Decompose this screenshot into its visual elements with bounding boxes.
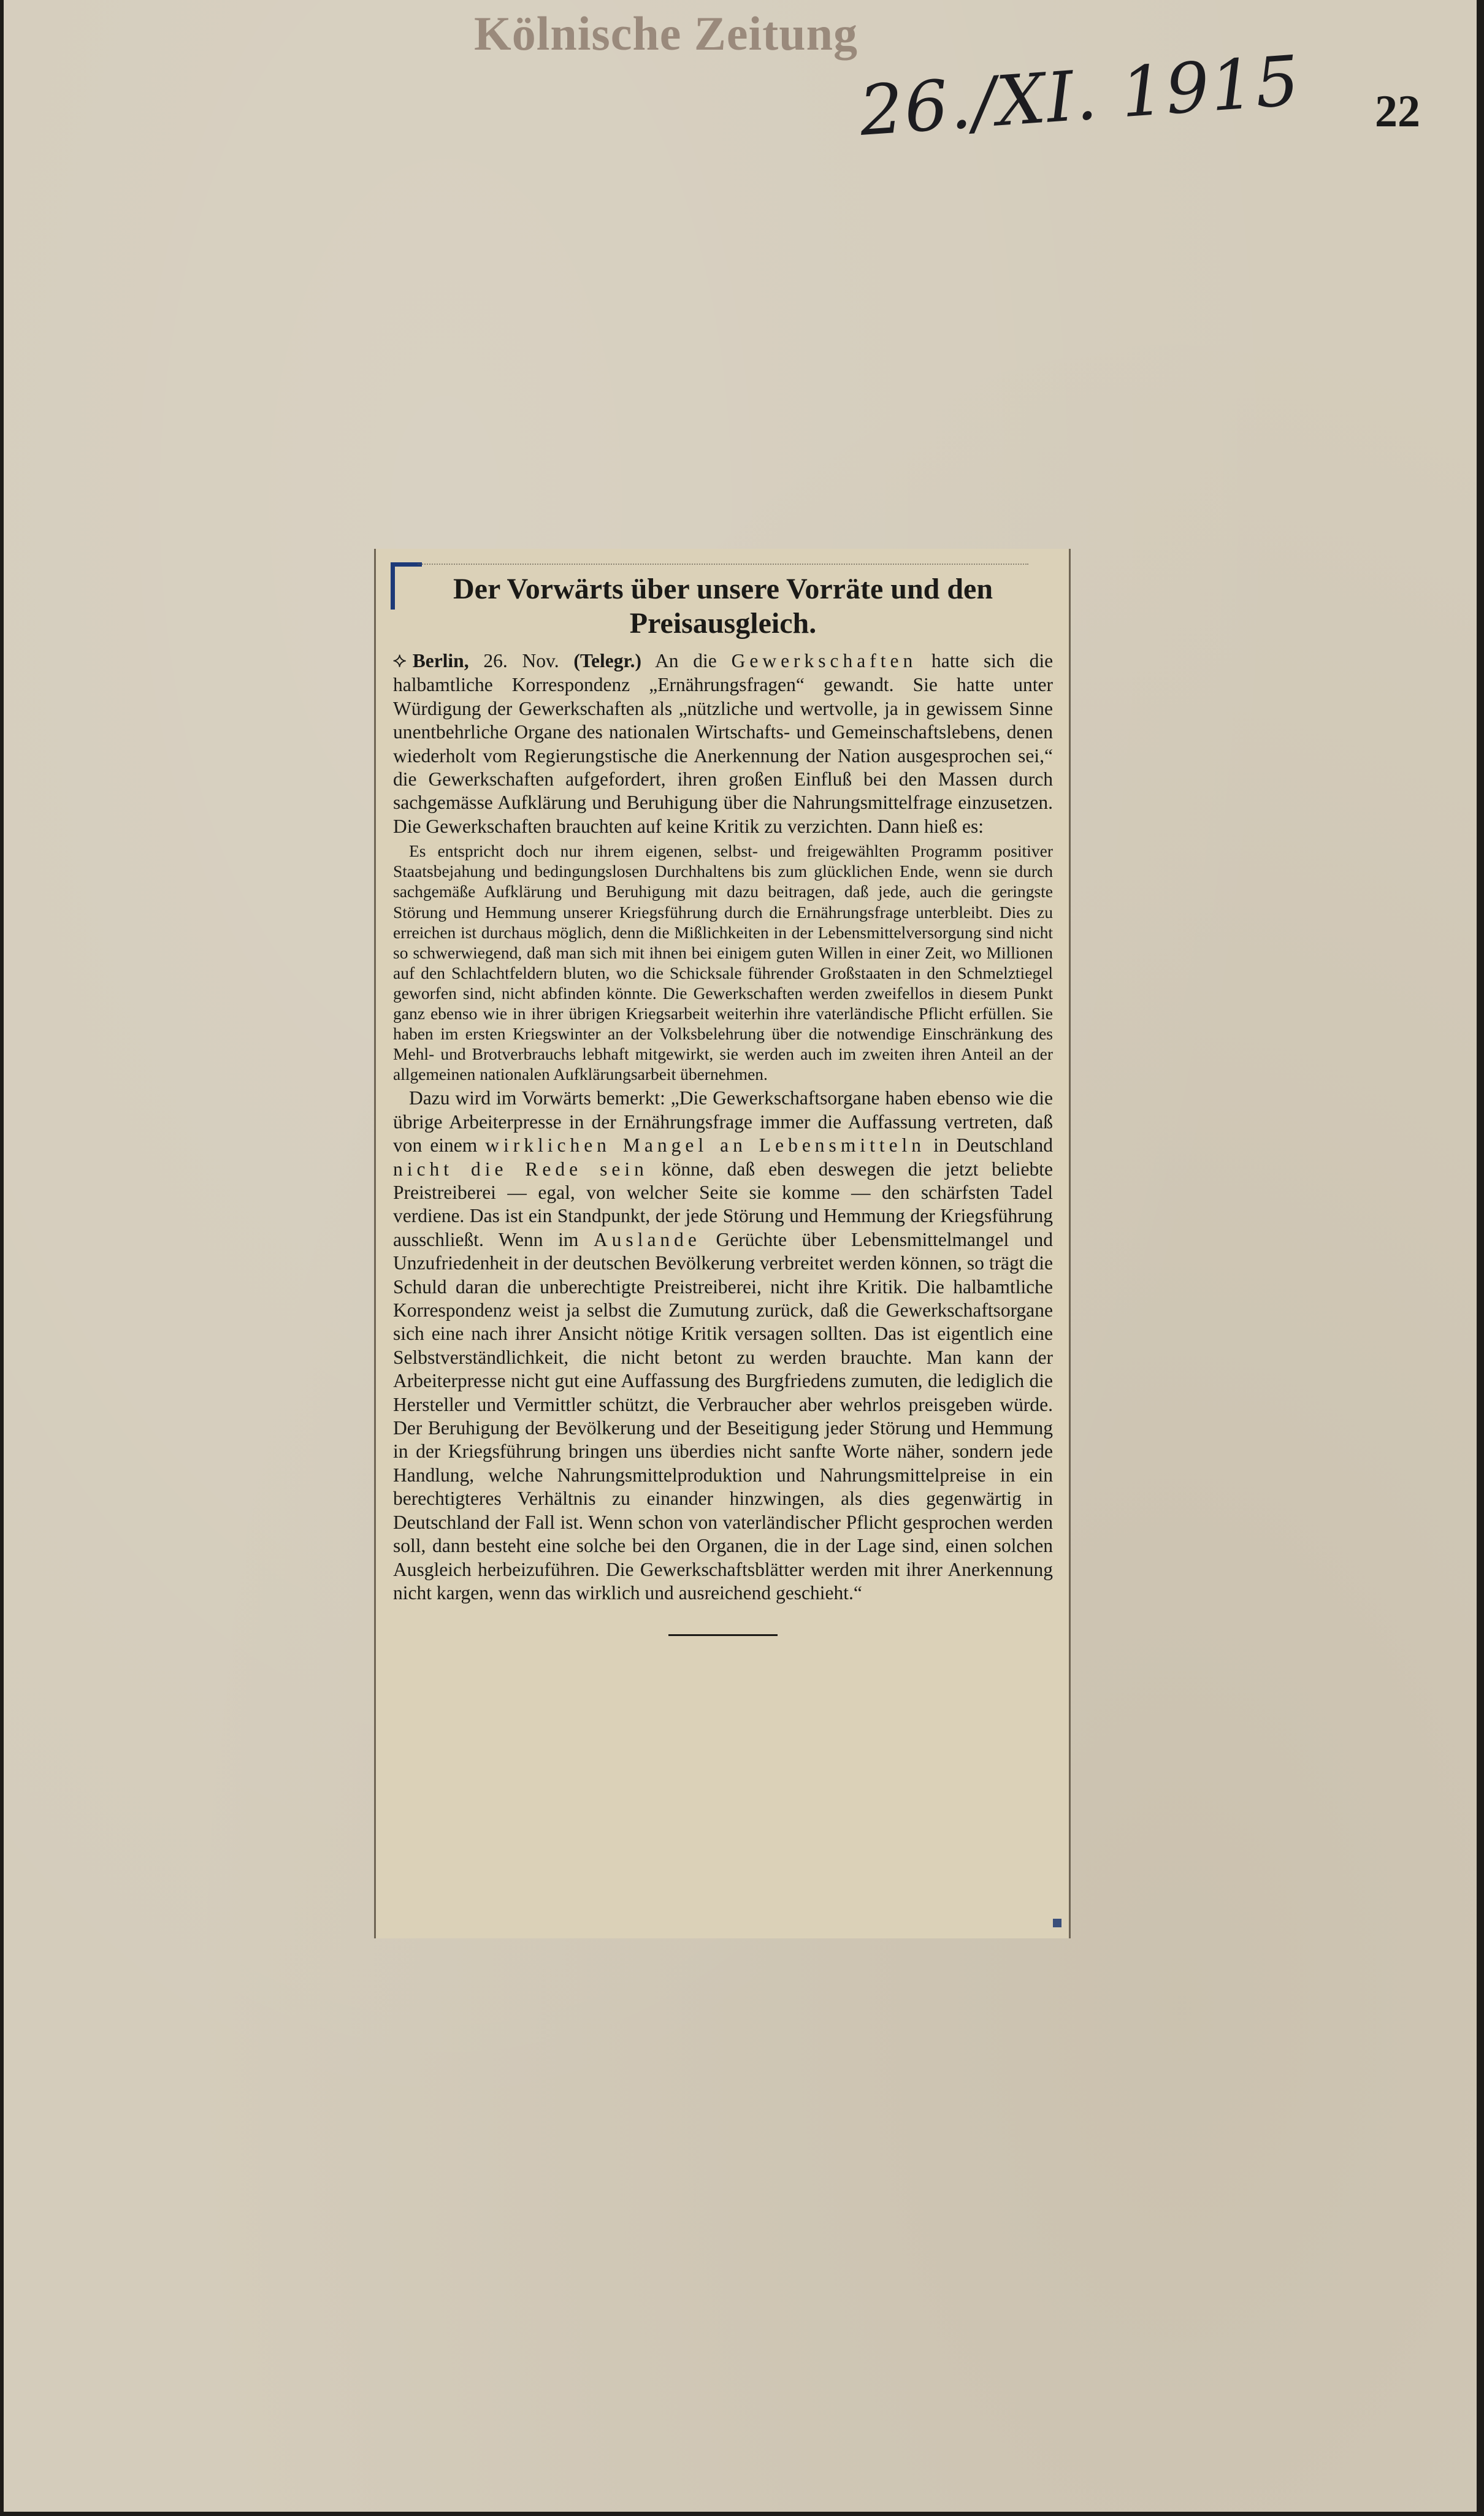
- cut-edge: [418, 557, 1028, 565]
- p2-text-c: könne, daß eben deswegen die jetzt beliebte Preistreiberei — egal, von welcher Seite sie komme — den schärfsten Tadel verdiene. Das ist ein Standpunkt, der jede Störung und Hemmung der Kriegsführung ausschließt. Wenn im: [393, 1158, 1054, 1250]
- p2-spaced-2: nicht die Rede sein: [393, 1158, 648, 1180]
- dateline-place: Berlin,: [412, 650, 469, 671]
- page-number: 22: [1375, 86, 1420, 137]
- dateline-date: 26. Nov.: [483, 650, 559, 671]
- p2-text-b: in Deutschland: [933, 1134, 1054, 1157]
- p2-text-a: Dazu wird im Vorwärts bemerkt: „Die Gewerkschaftsorgane haben ebenso wie die übrige Arbeiterpresse in der Ernährungsfrage immer die Auffassung vertreten, daß von einem: [393, 1087, 1053, 1157]
- clipping-blue-mark: [1053, 1919, 1061, 1927]
- article-body: [393, 557, 1053, 1636]
- p2-text-d: Gerüchte über Lebensmittelmangel und Unzufriedenheit in der deutschen Bevölkerung verbreitet werden können, so trägt die Schuld daran die unberechtigte Preistreiberei, nicht ihre Kritik. Die halbamtliche Korrespondenz weist ja selbst die Zumutung zurück, daß die Gewerkschaftsorgane sich eine nach ihrer Ansicht nötige Kritik versagen sollten. Das ist eigentlich eine Selbstverständlichkeit, die nicht betont zu werden brauchte. Man kann der Arbeiterpresse nicht gut eine Auffassung des Burgfriedens zumuten, die lediglich die Hersteller und Vermittler schützt, die Verbraucher aber wehrlos preisgeben würde. Der Beruhigung der Bevölkerung und der Beseitigung jeder Störung und Hemmung in der Kriegsführung bringen uns überdies nicht sanfte Worte näher, sondern jede Handlung, welche Nahrungsmittelproduktion und Nahrungsmittelpreise in ein berechtigteres Verhältnis zu einander hinzwingen, als dies gegenwärtig in Deutschland der Fall ist. Wenn schon von vaterländischer Pflicht gesprochen werden soll, dann besteht eine solche bei den Organen, die in der Lage sind, einen solchen Ausgleich herbeizuführen. Die Gewerkschaftsblätter werden mit ihrer Anerkennung nicht kargen, wenn das wirklich und ausreichend geschieht.“: [393, 1228, 1054, 1604]
- newspaper-stamp: Kölnische Zeitung: [474, 7, 858, 60]
- lead-text-a: An die: [655, 650, 717, 671]
- lead-text-b: hatte sich die halbamtliche Korrespondenz „Ernährungsfragen“ gewandt. Sie hatte unter Würdigung der Gewerkschaften als „nützliche und wertvolle, ja in gewissem Sinne unentbehrliche Organe des nationalen Wirtschafts- und Gemeinschaftslebens, denen wiederholt vom Regierungstische die Anerkennung der Nation ausgesprochen sei,“ die Gewerkschaften aufgefordert, ihren großen Einfluß bei den Massen durch sachgemässe Aufklärung und Beruhigung über die Nahrungsmittelfrage einzusetzen. Die Gewerkschaften brauchten auf keine Kritik zu verzichten. Dann hieß es:: [393, 650, 1054, 837]
- lead-spaced-word: Gewerkschaften: [731, 650, 917, 671]
- p2-spaced-3: Auslande: [593, 1228, 701, 1250]
- article-headline: Der Vorwärts über unsere Vorräte und den Preisausgleich.: [453, 573, 993, 640]
- article-lead-paragraph: [393, 649, 1053, 838]
- end-rule: [668, 1634, 778, 1636]
- dateline-source: (Telegr.): [573, 650, 641, 671]
- handwritten-date: 26./XI. 1915: [857, 41, 1303, 151]
- archive-page: [4, 0, 1477, 2512]
- newspaper-clipping: [374, 549, 1071, 1938]
- p2-spaced-1: wirklichen Mangel an Lebensmitteln: [485, 1134, 926, 1157]
- article-second-paragraph: [393, 1087, 1053, 1605]
- quoted-passage: Es entspricht doch nur ihrem eigenen, selbst- und freigewählten Programm positiver Staatsbejahung und bedingungslosen Durchhaltens bis zum glücklichen Ende, wenn sie durch sachgemäße Aufklärung und Beruhigung mit dazu beitragen, daß jede, auch die geringste Störung und Hemmung unserer Kriegsführung durch die Ernährungsfrage unterbleibt. Dies zu erreichen ist durchaus möglich, denn die Mißlichkeiten in der Lebensmittelversorgung sind nicht so schwerwiegend, daß man sich mit ihnen bei einigem guten Willen in einer Zeit, wo Millionen auf den Schlachtfeldern bluten, wo die Schicksale führender Großstaaten in den Schmelztiegel geworfen sind, nicht abfinden könnte. Die Gewerkschaften werden zweifellos in diesem Punkt ganz ebenso wie in ihrer übrigen Kriegsarbeit weiterhin ihre vaterländische Pflicht erfüllen. Sie haben im ersten Kriegswinter an der Volksbelehrung über die notwendige Einschränkung des Mehl- und Brotverbrauchs lebhaft mitgewirkt, sie werden auch im zweiten ihren Anteil an der allgemeinen nationalen Aufklärungsarbeit übernehmen.: [393, 841, 1053, 1084]
- dateline-symbol: ⯎: [393, 651, 407, 671]
